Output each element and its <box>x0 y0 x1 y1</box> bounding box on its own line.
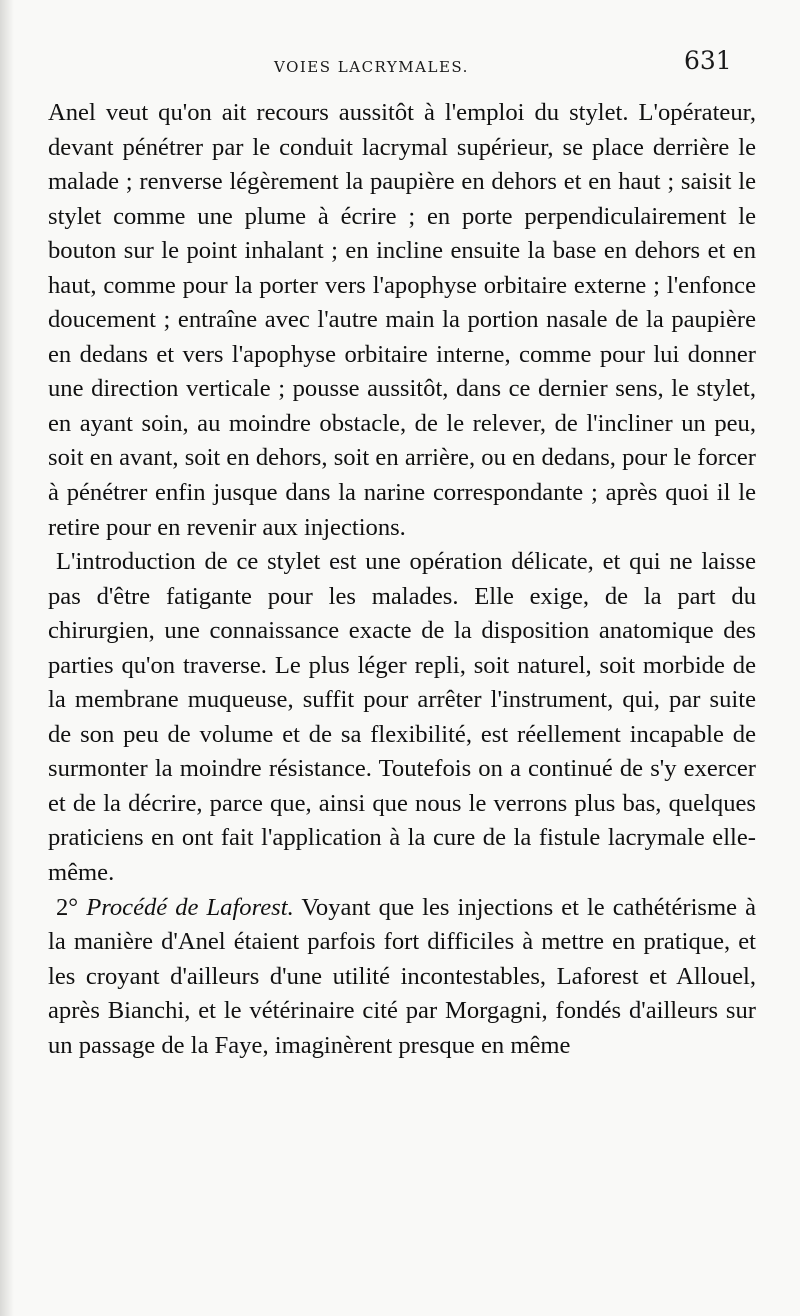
paragraph-1-text: Anel veut qu'on ait recours aussitôt à l'emploi du stylet. L'opérateur, devant pénétrer par le conduit lacrymal supérieur, se place derrière le malade ; renverse légèrement la paupière en dehors et en haut ; saisit le stylet comme une plume à écrire ; en porte perpendiculairement le bouton sur le point inhalant ; en incline ensuite la base en dehors et en haut, comme pour la porter vers l'apophyse orbitaire externe ; l'enfonce doucement ; entraîne avec l'autre main la portion nasale de la paupière en dedans et vers l'apophyse orbitaire interne, comme pour lui donner une direction verticale ; pousse aussitôt, dans ce dernier sens, le stylet, en ayant soin, au moindre obstacle, de le relever, de l'incliner un peu, soit en avant, soit en dehors, soit en arrière, ou en dedans, pour le forcer à pénétrer enfin jusque dans la narine correspondante ; après quoi il le retire pour en revenir aux injections. <box>48 99 756 541</box>
body-text <box>48 96 756 1063</box>
section-number: 2° <box>56 893 79 921</box>
section-heading: Procédé de Laforest. <box>86 893 294 921</box>
paragraph-2-text: L'introduction de ce stylet est une opération délicate, et qui ne laisse pas d'être fatigante pour les malades. Elle exige, de la part du chirurgien, une connaissance exacte de la disposition anatomique des parties qu'on traverse. Le plus léger repli, soit naturel, soit morbide de la membrane muqueuse, suffit pour arrêter l'instrument, qui, par suite de son peu de volume et de sa flexibilité, est réellement incapable de surmonter la moindre résistance. Toutefois on a continué de s'y exercer et de la décrire, parce que, ainsi que nous le verrons plus bas, quelques praticiens en ont fait l'application à la cure de la fistule lacrymale elle-même. <box>48 548 756 887</box>
paragraph-3-text: Voyant que les injections et le cathétérisme à la manière d'Anel étaient parfois fort difficiles à mettre en pratique, et les croyant d'ailleurs d'une utilité incontestables, Laforest et Allouel, après Bianchi, et le vétérinaire cité par Morgagni, fondés d'ailleurs sur un passage de la Faye, imaginèrent presque en même <box>48 893 756 1059</box>
paragraph-3 <box>48 891 756 1064</box>
page-edge-shadow <box>0 0 14 1316</box>
running-title: VOIES LACRYMALES. <box>274 58 469 76</box>
page-number: 631 <box>684 46 732 75</box>
paragraph-2 <box>48 545 756 890</box>
paragraph-1 <box>48 96 756 545</box>
running-header <box>0 44 800 94</box>
